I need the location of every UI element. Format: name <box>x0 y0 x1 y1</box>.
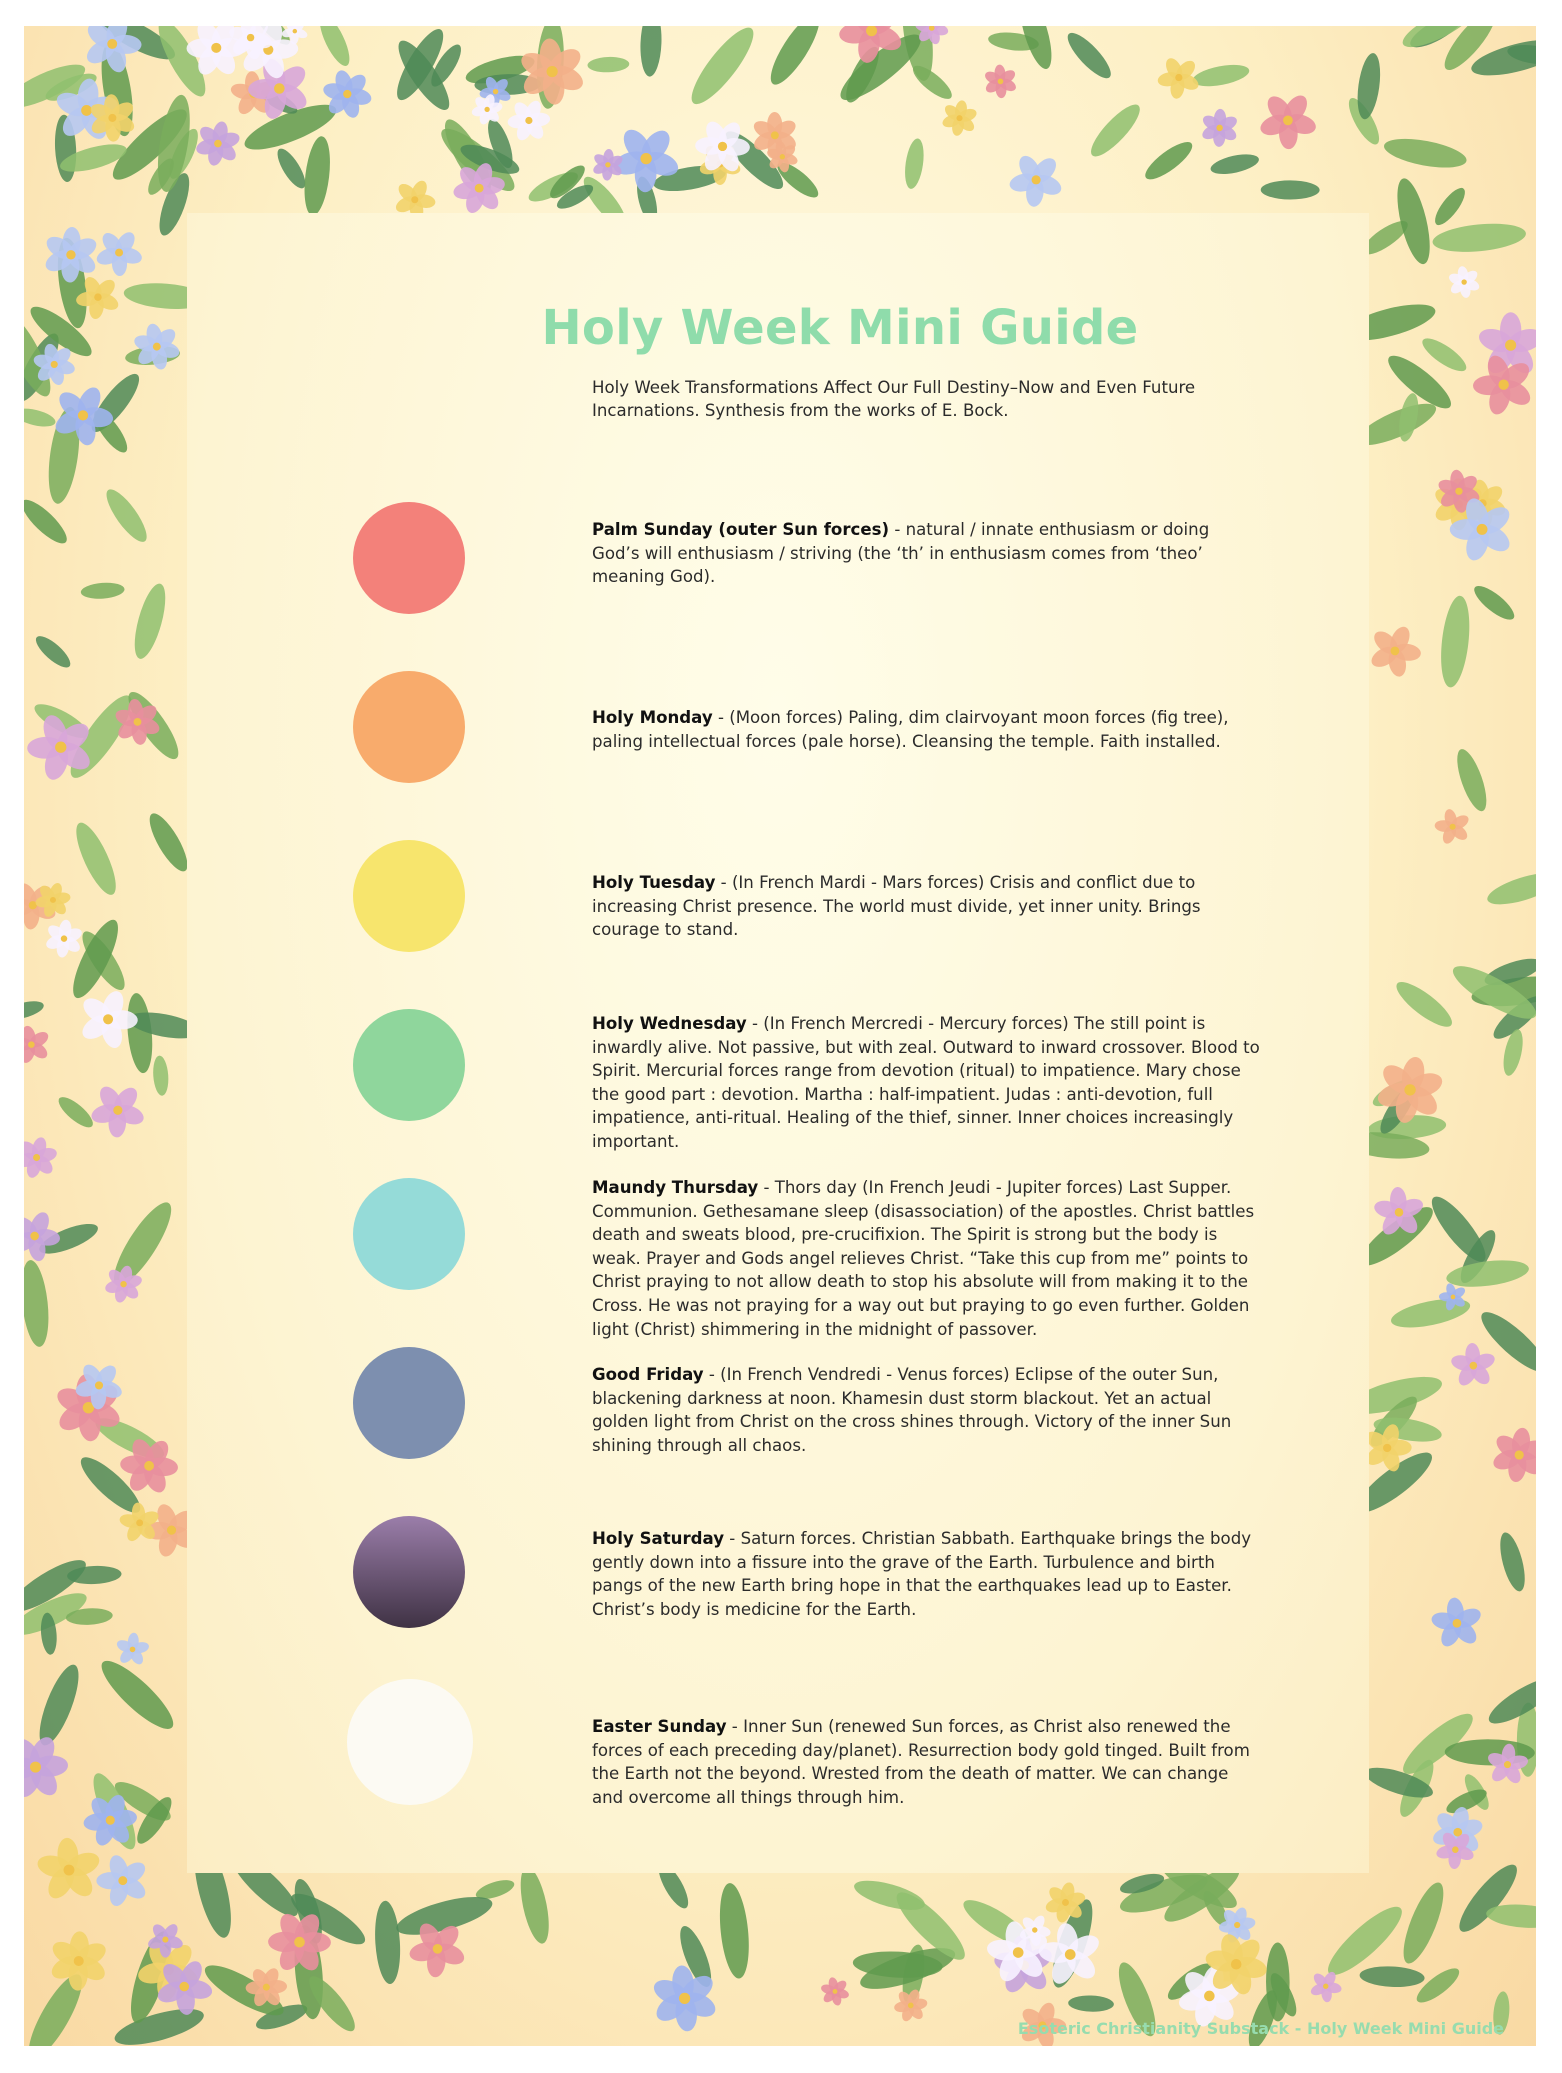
entry-maundy-thursday <box>592 1176 1260 1341</box>
day-text: - (In French Mardi - Mars forces) Crisis and conflict due to increasing Christ presence. The world must divide, yet inner unity. Brings courage to stand. <box>592 873 1201 940</box>
entry-palm-sunday <box>592 518 1260 589</box>
circle-holy-saturday <box>353 1516 465 1628</box>
circle-good-friday <box>353 1347 465 1459</box>
circle-palm-sunday <box>353 502 465 614</box>
entry-holy-tuesday <box>592 871 1260 942</box>
day-name: Holy Tuesday <box>592 873 716 892</box>
day-name: Maundy Thursday <box>592 1178 759 1197</box>
day-name: Holy Wednesday <box>592 1014 747 1033</box>
entry-holy-monday <box>592 706 1260 753</box>
day-name: Palm Sunday (outer Sun forces) <box>592 520 890 539</box>
day-text: - Thors day (In French Jeudi - Jupiter forces) Last Supper. Communion. Gethesamane sleep (disassociation) of the apostles. Christ battles death and sweats blood, pre-crucifixion. The Spirit is strong but the body is weak. Prayer and Gods angel relieves Christ. “Take this cup from me” points to Christ praying to not allow death to stop his absolute will from making it to the Cross. He was not praying for a way out but praying to go even further. Golden light (Christ) shimmering in the midnight of passover. <box>592 1178 1255 1339</box>
entry-holy-saturday <box>592 1527 1260 1621</box>
page-title: Holy Week Mini Guide <box>541 300 1139 356</box>
circle-holy-wednesday <box>353 1009 465 1121</box>
entry-easter-sunday <box>592 1715 1260 1809</box>
circle-maundy-thursday <box>353 1178 465 1290</box>
day-name: Holy Saturday <box>592 1529 725 1548</box>
footer-credit: Esoteric Christianity Substack - Holy Week Mini Guide <box>1017 2019 1504 2038</box>
entry-good-friday <box>592 1363 1260 1457</box>
day-text: - Saturn forces. Christian Sabbath. Earthquake brings the body gently down into a fissure into the grave of the Earth. Turbulence and birth pangs of the new Earth bring hope in that the earthquakes lead up to Easter. Christ’s body is medicine for the Earth. <box>592 1529 1252 1619</box>
day-name: Good Friday <box>592 1365 704 1384</box>
day-text: - (In French Mercredi - Mercury forces) The still point is inwardly alive. Not passive, but with zeal. Outward to inward crossover. Blood to Spirit. Mercurial forces range from devotion (ritual) to impatience. Mary chose the good part : devotion. Martha : half-impatient. Judas : anti-devotion, full impatience, anti-ritual. Healing of the thief, sinner. Inner choices increasingly important. <box>592 1014 1260 1151</box>
guide-page <box>24 26 1536 2046</box>
entry-holy-wednesday <box>592 1012 1260 1154</box>
day-name: Easter Sunday <box>592 1717 727 1736</box>
circle-holy-tuesday <box>353 840 465 952</box>
intro-text: Holy Week Transformations Affect Our Full Destiny–Now and Even Future Incarnations. Synthesis from the works of E. Bock. <box>592 378 1196 420</box>
circle-holy-monday <box>353 671 465 783</box>
circle-easter-sunday <box>347 1679 473 1805</box>
day-name: Holy Monday <box>592 708 713 727</box>
content-panel <box>187 213 1369 1873</box>
day-text: - Inner Sun (renewed Sun forces, as Christ also renewed the forces of each preceding day/planet). Resurrection body gold tinged. Built from the Earth not the beyond. Wrested from the death of matter. We can change and overcome all things through him. <box>592 1717 1250 1807</box>
day-text: - (Moon forces) Paling, dim clairvoyant moon forces (fig tree), paling intellectual forces (pale horse). Cleansing the temple. Faith installed. <box>592 708 1229 751</box>
day-text: - (In French Vendredi - Venus forces) Eclipse of the outer Sun, blackening darkness at noon. Khamesin dust storm blackout. Yet an actual golden light from Christ on the cross shines through. Victory of the inner Sun shining through all chaos. <box>592 1365 1232 1455</box>
day-text: - natural / innate enthusiasm or doing God’s will enthusiasm / striving (the ‘th’ in enthusiasm comes from ‘theo’ meaning God). <box>592 520 1210 587</box>
